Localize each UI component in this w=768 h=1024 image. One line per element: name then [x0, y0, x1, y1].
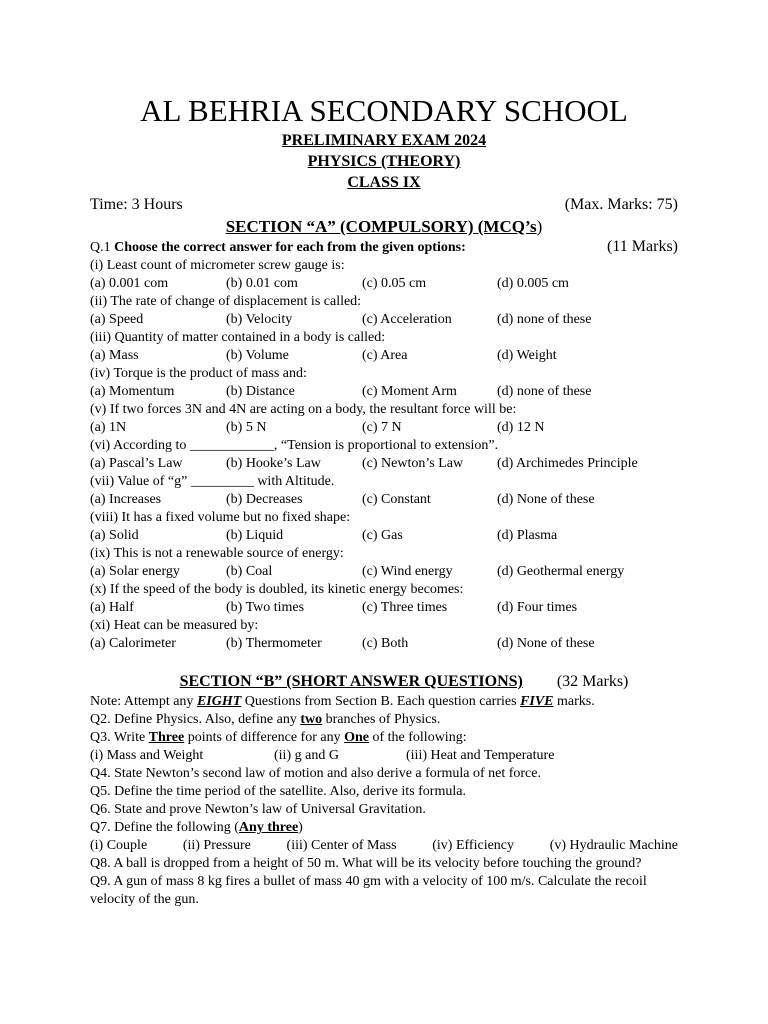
q3-text: Q3. Write [90, 730, 149, 745]
q3-option: (i) Mass and Weight [90, 748, 204, 763]
mcq-option: (a) 1N [90, 420, 127, 435]
mcq-option: (b) Distance [226, 384, 295, 399]
note-text: Questions from Section B. Each question carries [241, 694, 521, 709]
question-q7 [90, 819, 678, 837]
max-marks: (Max. Marks: 75) [564, 196, 678, 213]
mcq-question: (ix) This is not a renewable source of energy: [90, 546, 344, 561]
mcq-options [90, 563, 678, 581]
mcq-options [90, 275, 678, 293]
mcq-option: (d) Archimedes Principle [497, 456, 638, 471]
mcq-question: (ii) The rate of change of displacement is called: [90, 294, 362, 309]
section-b-marks: (32 Marks) [556, 673, 629, 690]
q7-emphasis: Any three [238, 820, 299, 835]
q3-options [90, 747, 678, 765]
mcq-option: (c) Acceleration [362, 312, 452, 327]
mcq-option: (b) Volume [226, 348, 289, 363]
mcq-option: (c) Gas [362, 528, 403, 543]
mcq-list [90, 257, 678, 653]
mcq-option: (d) none of these [497, 384, 592, 399]
time-marks-row [90, 194, 678, 216]
q3-option: (iii) Heat and Temperature [406, 748, 555, 763]
mcq-options [90, 419, 678, 437]
q1-instruction-text [90, 239, 466, 257]
q2-emphasis: two [300, 712, 323, 727]
q3-option: (ii) g and G [274, 748, 339, 763]
mcq-option: (c) 7 N [362, 420, 402, 435]
mcq-options [90, 599, 678, 617]
class-title [90, 172, 678, 193]
mcq-option: (a) Mass [90, 348, 139, 363]
mcq-option: (d) Geothermal energy [497, 564, 625, 579]
mcq-option: (d) Four times [497, 600, 578, 615]
mcq-options [90, 635, 678, 653]
q7-option: (i) Couple [90, 838, 148, 853]
q3-emphasis-three: Three [148, 730, 185, 745]
mcq-options [90, 383, 678, 401]
mcq-options [90, 311, 678, 329]
mcq-options [90, 347, 678, 365]
note-text: Note: Attempt any [90, 694, 197, 709]
class-title-text: CLASS IX [347, 174, 421, 191]
mcq-option: (b) Thermometer [226, 636, 322, 651]
mcq-option: (c) Moment Arm [362, 384, 457, 399]
q7-options [90, 837, 678, 855]
q3-text: points of difference for any [184, 730, 345, 745]
mcq-question: (viii) It has a fixed volume but no fixed shape: [90, 510, 351, 525]
q7-text: Q7. Define the following ( [90, 820, 239, 835]
mcq-option: (b) Liquid [226, 528, 284, 543]
q1-label: Q.1 [90, 240, 111, 255]
question-q3 [90, 729, 678, 747]
mcq-option: (a) Half [90, 600, 134, 615]
mcq-question: (iii) Quantity of matter contained in a body is called: [90, 330, 386, 345]
question-q4: Q4. State Newton’s second law of motion and also derive a formula of net force. [90, 766, 541, 781]
mcq-option: (b) Two times [226, 600, 305, 615]
mcq-option: (b) 0.01 com [226, 276, 298, 291]
mcq-option: (c) Constant [362, 492, 431, 507]
mcq-option: (a) Increases [90, 492, 162, 507]
section-a-title: SECTION “A” (COMPULSORY) (MCQ’s [225, 217, 537, 236]
mcq-option: (b) Hooke’s Law [226, 456, 321, 471]
section-b-heading [130, 671, 678, 693]
mcq-option: (d) None of these [497, 636, 595, 651]
mcq-option: (b) Decreases [226, 492, 303, 507]
mcq-option: (c) 0.05 cm [362, 276, 427, 291]
mcq-option: (b) Velocity [226, 312, 293, 327]
q3-emphasis-one: One [344, 730, 369, 745]
question-q8: Q8. A ball is dropped from a height of 50 m. What will be its velocity before touching the ground? [90, 856, 642, 871]
mcq-option: (a) Solar energy [90, 564, 180, 579]
question-q2 [90, 711, 678, 729]
note-text: marks. [553, 694, 595, 709]
mcq-question: (vii) Value of “g” _________ with Altitude. [90, 474, 335, 489]
mcq-option: (b) 5 N [226, 420, 267, 435]
subject-title-text: PHYSICS (THEORY) [307, 153, 461, 170]
mcq-option: (a) Pascal’s Law [90, 456, 183, 471]
q1-instruction [90, 238, 678, 257]
question-q9: Q9. A gun of mass 8 kg fires a bullet of mass 40 gm with a velocity of 100 m/s. Calculate the recoil velocity of the gun. [90, 874, 647, 907]
mcq-question: (x) If the speed of the body is doubled, its kinetic energy becomes: [90, 582, 464, 597]
mcq-option: (a) 0.001 com [90, 276, 169, 291]
mcq-option: (d) none of these [497, 312, 592, 327]
note-eight: EIGHT [196, 694, 242, 709]
mcq-options [90, 491, 678, 509]
mcq-option: (d) 0.005 cm [497, 276, 569, 291]
mcq-option: (d) Weight [497, 348, 557, 363]
mcq-question: (i) Least count of micrometer screw gauge is: [90, 258, 345, 273]
mcq-option: (c) Both [362, 636, 409, 651]
mcq-option: (c) Newton’s Law [362, 456, 464, 471]
mcq-option: (a) Solid [90, 528, 139, 543]
q1-text: Choose the correct answer for each from the given options: [114, 240, 466, 255]
q2-text: Q2. Define Physics. Also, define any [90, 712, 301, 727]
q7-text: ) [298, 820, 303, 835]
mcq-option: (c) Area [362, 348, 408, 363]
question-q5: Q5. Define the time period of the satellite. Also, derive its formula. [90, 784, 466, 799]
mcq-question: (xi) Heat can be measured by: [90, 618, 259, 633]
q2-text: branches of Physics. [322, 712, 441, 727]
mcq-question: (vi) According to ____________, “Tension is proportional to extension”. [90, 438, 499, 453]
mcq-option: (d) Plasma [497, 528, 558, 543]
q1-marks: (11 Marks) [607, 238, 678, 255]
mcq-option: (c) Wind energy [362, 564, 453, 579]
q7-option: (v) Hydraulic Machine [549, 838, 678, 853]
section-a-heading [90, 216, 678, 238]
section-b-note [90, 693, 678, 711]
mcq-option: (b) Coal [226, 564, 273, 579]
question-q6: Q6. State and prove Newton’s law of Universal Gravitation. [90, 802, 426, 817]
mcq-question: (v) If two forces 3N and 4N are acting on a body, the resultant force will be: [90, 402, 517, 417]
q7-option: (ii) Pressure [182, 838, 251, 853]
time-allowed: Time: 3 Hours [90, 196, 183, 213]
q7-option: (iv) Efficiency [432, 838, 515, 853]
exam-title-text: PRELIMINARY EXAM 2024 [281, 132, 487, 149]
mcq-options [90, 455, 678, 473]
subject-title [90, 151, 678, 172]
mcq-option: (d) None of these [497, 492, 595, 507]
mcq-option: (a) Momentum [90, 384, 175, 399]
school-name: AL BEHRIA SECONDARY SCHOOL [140, 93, 628, 128]
mcq-option: (c) Three times [362, 600, 448, 615]
note-five: FIVE [520, 694, 554, 709]
mcq-option: (a) Calorimeter [90, 636, 176, 651]
mcq-option: (d) 12 N [497, 420, 545, 435]
exam-title [90, 130, 678, 151]
section-b-title: SECTION “B” (SHORT ANSWER QUESTIONS) [179, 673, 523, 690]
q3-text: of the following: [368, 730, 467, 745]
mcq-question: (iv) Torque is the product of mass and: [90, 366, 307, 381]
exam-paper [90, 92, 678, 909]
q7-option: (iii) Center of Mass [286, 838, 397, 853]
mcq-option: (a) Speed [90, 312, 144, 327]
mcq-options [90, 527, 678, 545]
section-a-title-tail: ) [536, 217, 543, 236]
